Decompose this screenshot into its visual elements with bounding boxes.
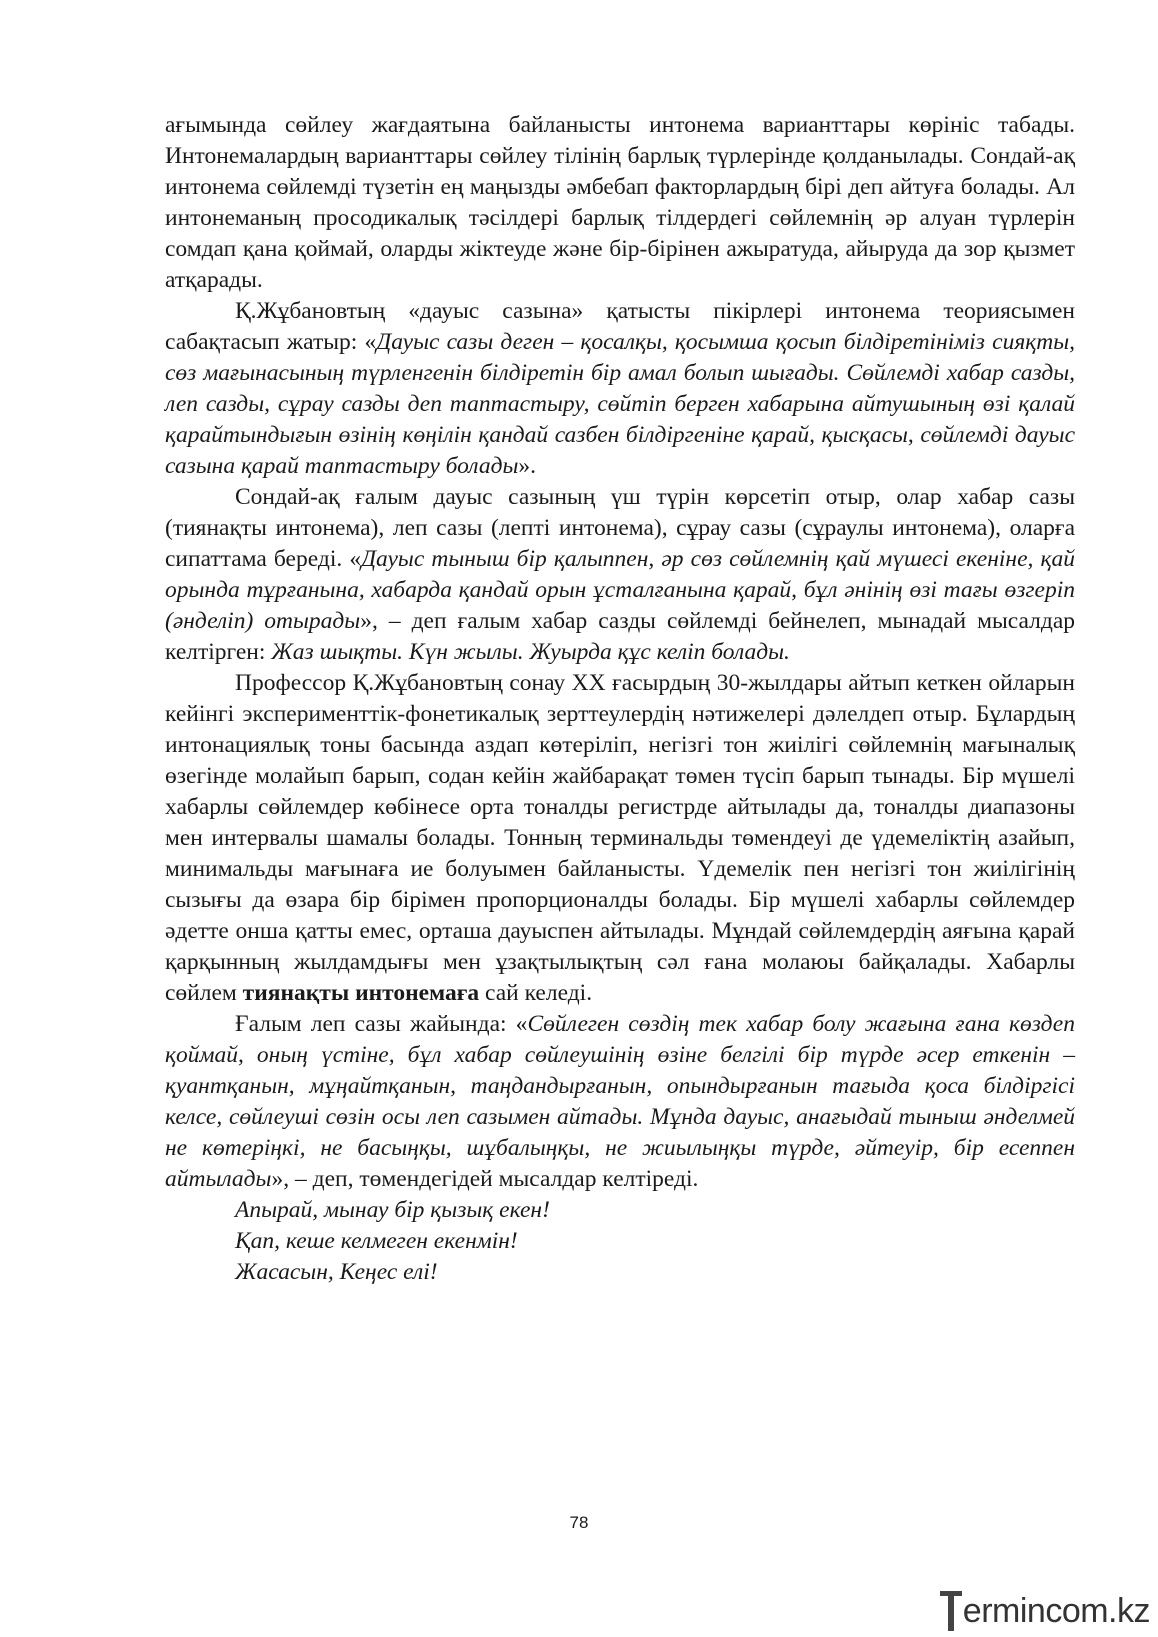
text-run: Ғалым леп сазы жайында: « bbox=[235, 1011, 528, 1037]
example-line: Жасасын, Кеңес елі! bbox=[235, 1259, 438, 1285]
watermark-logo bbox=[940, 1591, 1150, 1631]
example-line: Қап, кеше келмеген екенмін! bbox=[235, 1228, 518, 1254]
paragraph bbox=[165, 482, 1075, 668]
paragraph bbox=[165, 110, 1075, 296]
text-run: тиянақты интонемаға bbox=[242, 980, 480, 1006]
text-run: ағымында сөйлеу жағдаятына байланысты интонема варианттары көрініс табады. Интонемалардың варианттары сөйлеу тілінің барлық түрлерінде қолданылады. Сондай-ақ интонема сөйлемді түзетін ең маңызды әмбебап факторлардың бірі деп айтуға болады. Ал интонеманың просодикалық тәсілдері барлық тілдердегі сөйлемнің әр алуан түрлерін сомдап қана қоймай, оларды жіктеуде және бір-бірінен ажыратуда, айыруда да зор қызмет атқарады. bbox=[165, 112, 1075, 293]
text-run: Профессор Қ.Жұбановтың сонау ХХ ғасырдың 30-жылдары айтып кеткен ойларын кейінгі эксперименттік-фонетикалық зерттеулердің нәтижелері дәлелдеп отыр. Бұлардың интонациялық тоны басында аздап көтеріліп, негізгі тон жиілігі сөйлемнің мағыналық өзегінде молайып барып, содан кейін жайбарақат төмен түсіп барып тынады. Бір мүшелі хабарлы сөйлемдер көбінесе орта тоналды регистрде айтылады да, тоналды диапазоны мен интервалы шамалы болады. Тонның терминальды төмендеуі де үдемеліктің азайып, минимальды мағынаға ие болуымен байланысты. Үдемелік пен негізгі тон жиілігінің сызығы да өзара бір бірімен пропорционалды болады. Бір мүшелі хабарлы сөйлемдер әдетте онша қатты емес, орташа дауыспен айтылады. Мұндай сөйлемдердің аяғына қарай қарқынның жылдамдығы мен ұзақтылықтың сәл ғана молаюы байқалады. Хабарлы сөйлем bbox=[165, 670, 1075, 1006]
text-run: Дауыс тыныш бір қалыппен, әр сөз сөйлемнің қай мүшесі екеніне, қай орында тұрғанына, хабарда қандай орын ұсталғанына қарай, бұл әнінің өзі тағы өзгеріп (әнделіп) отырады bbox=[165, 546, 1075, 634]
text-run: Сөйлеген сөздің тек хабар болу жағына ғана көздеп қоймай, оның үстіне, бұл хабар сөйлеушінің өзіне белгілі бір түрде әсер еткенін – қуантқанын, мұңайтқанын, таңдандырғанын, опындырғанын тағыда қоса білдіргісі келсе, сөйлеуші сөзін осы леп сазымен айтады. Мұнда дауыс, анағыдай тыныш әнделмей не көтеріңкі, не басыңқы, шұбалыңқы, не жиылыңқы түрде, әйтеуір, бір есеппен айтылады bbox=[165, 1011, 1075, 1192]
text-run: ». bbox=[518, 453, 537, 479]
paragraph bbox=[165, 1009, 1075, 1195]
text-run: », – деп ғалым хабар сазды сөйлемді бейнелеп, мынадай мысалдар келтірген: bbox=[165, 608, 1076, 665]
paragraph bbox=[165, 296, 1075, 482]
text-run: », – деп, төмендегідей мысалдар келтіреді. bbox=[271, 1166, 699, 1192]
body-text bbox=[165, 110, 1075, 1288]
paragraph bbox=[165, 668, 1075, 1009]
t-logo-icon bbox=[940, 1591, 962, 1631]
watermark-text: ermincom.kz bbox=[962, 1592, 1150, 1630]
example-line: Апырай, мынау бір қызық екен! bbox=[235, 1197, 550, 1223]
text-run: Жаз шықты. Күн жылы. Жуырда құс келіп болады. bbox=[271, 639, 790, 665]
text-run: сай келеді. bbox=[479, 980, 593, 1006]
text-run: Сондай-ақ ғалым дауыс сазының үш түрін көрсетіп отыр, олар хабар сазы (тиянақты интонема), леп сазы (лепті интонема), сұрау сазы (сұраулы интонема), оларға сипаттама береді. « bbox=[165, 484, 1075, 572]
page-number: 78 bbox=[569, 1513, 589, 1532]
text-run: Дауыс сазы деген – қосалқы, қосымша қосып білдіретініміз сияқты, сөз мағынасының түрленгенін білдіретін бір амал болып шығады. Сөйлемді хабар сазды, леп сазды, сұрау сазды деп таптастыру, сөйтіп берген хабарына айтушының өзі қалай қарайтындығын өзінің көңілін қандай сазбен білдіргеніне қарай, қысқасы, сөйлемді дауыс сазына қарай таптастыру болады bbox=[165, 329, 1075, 479]
text-run: Қ.Жұбановтың «дауыс сазына» қатысты пікірлері интонема теориясымен сабақтасып жатыр: « bbox=[165, 298, 1075, 355]
